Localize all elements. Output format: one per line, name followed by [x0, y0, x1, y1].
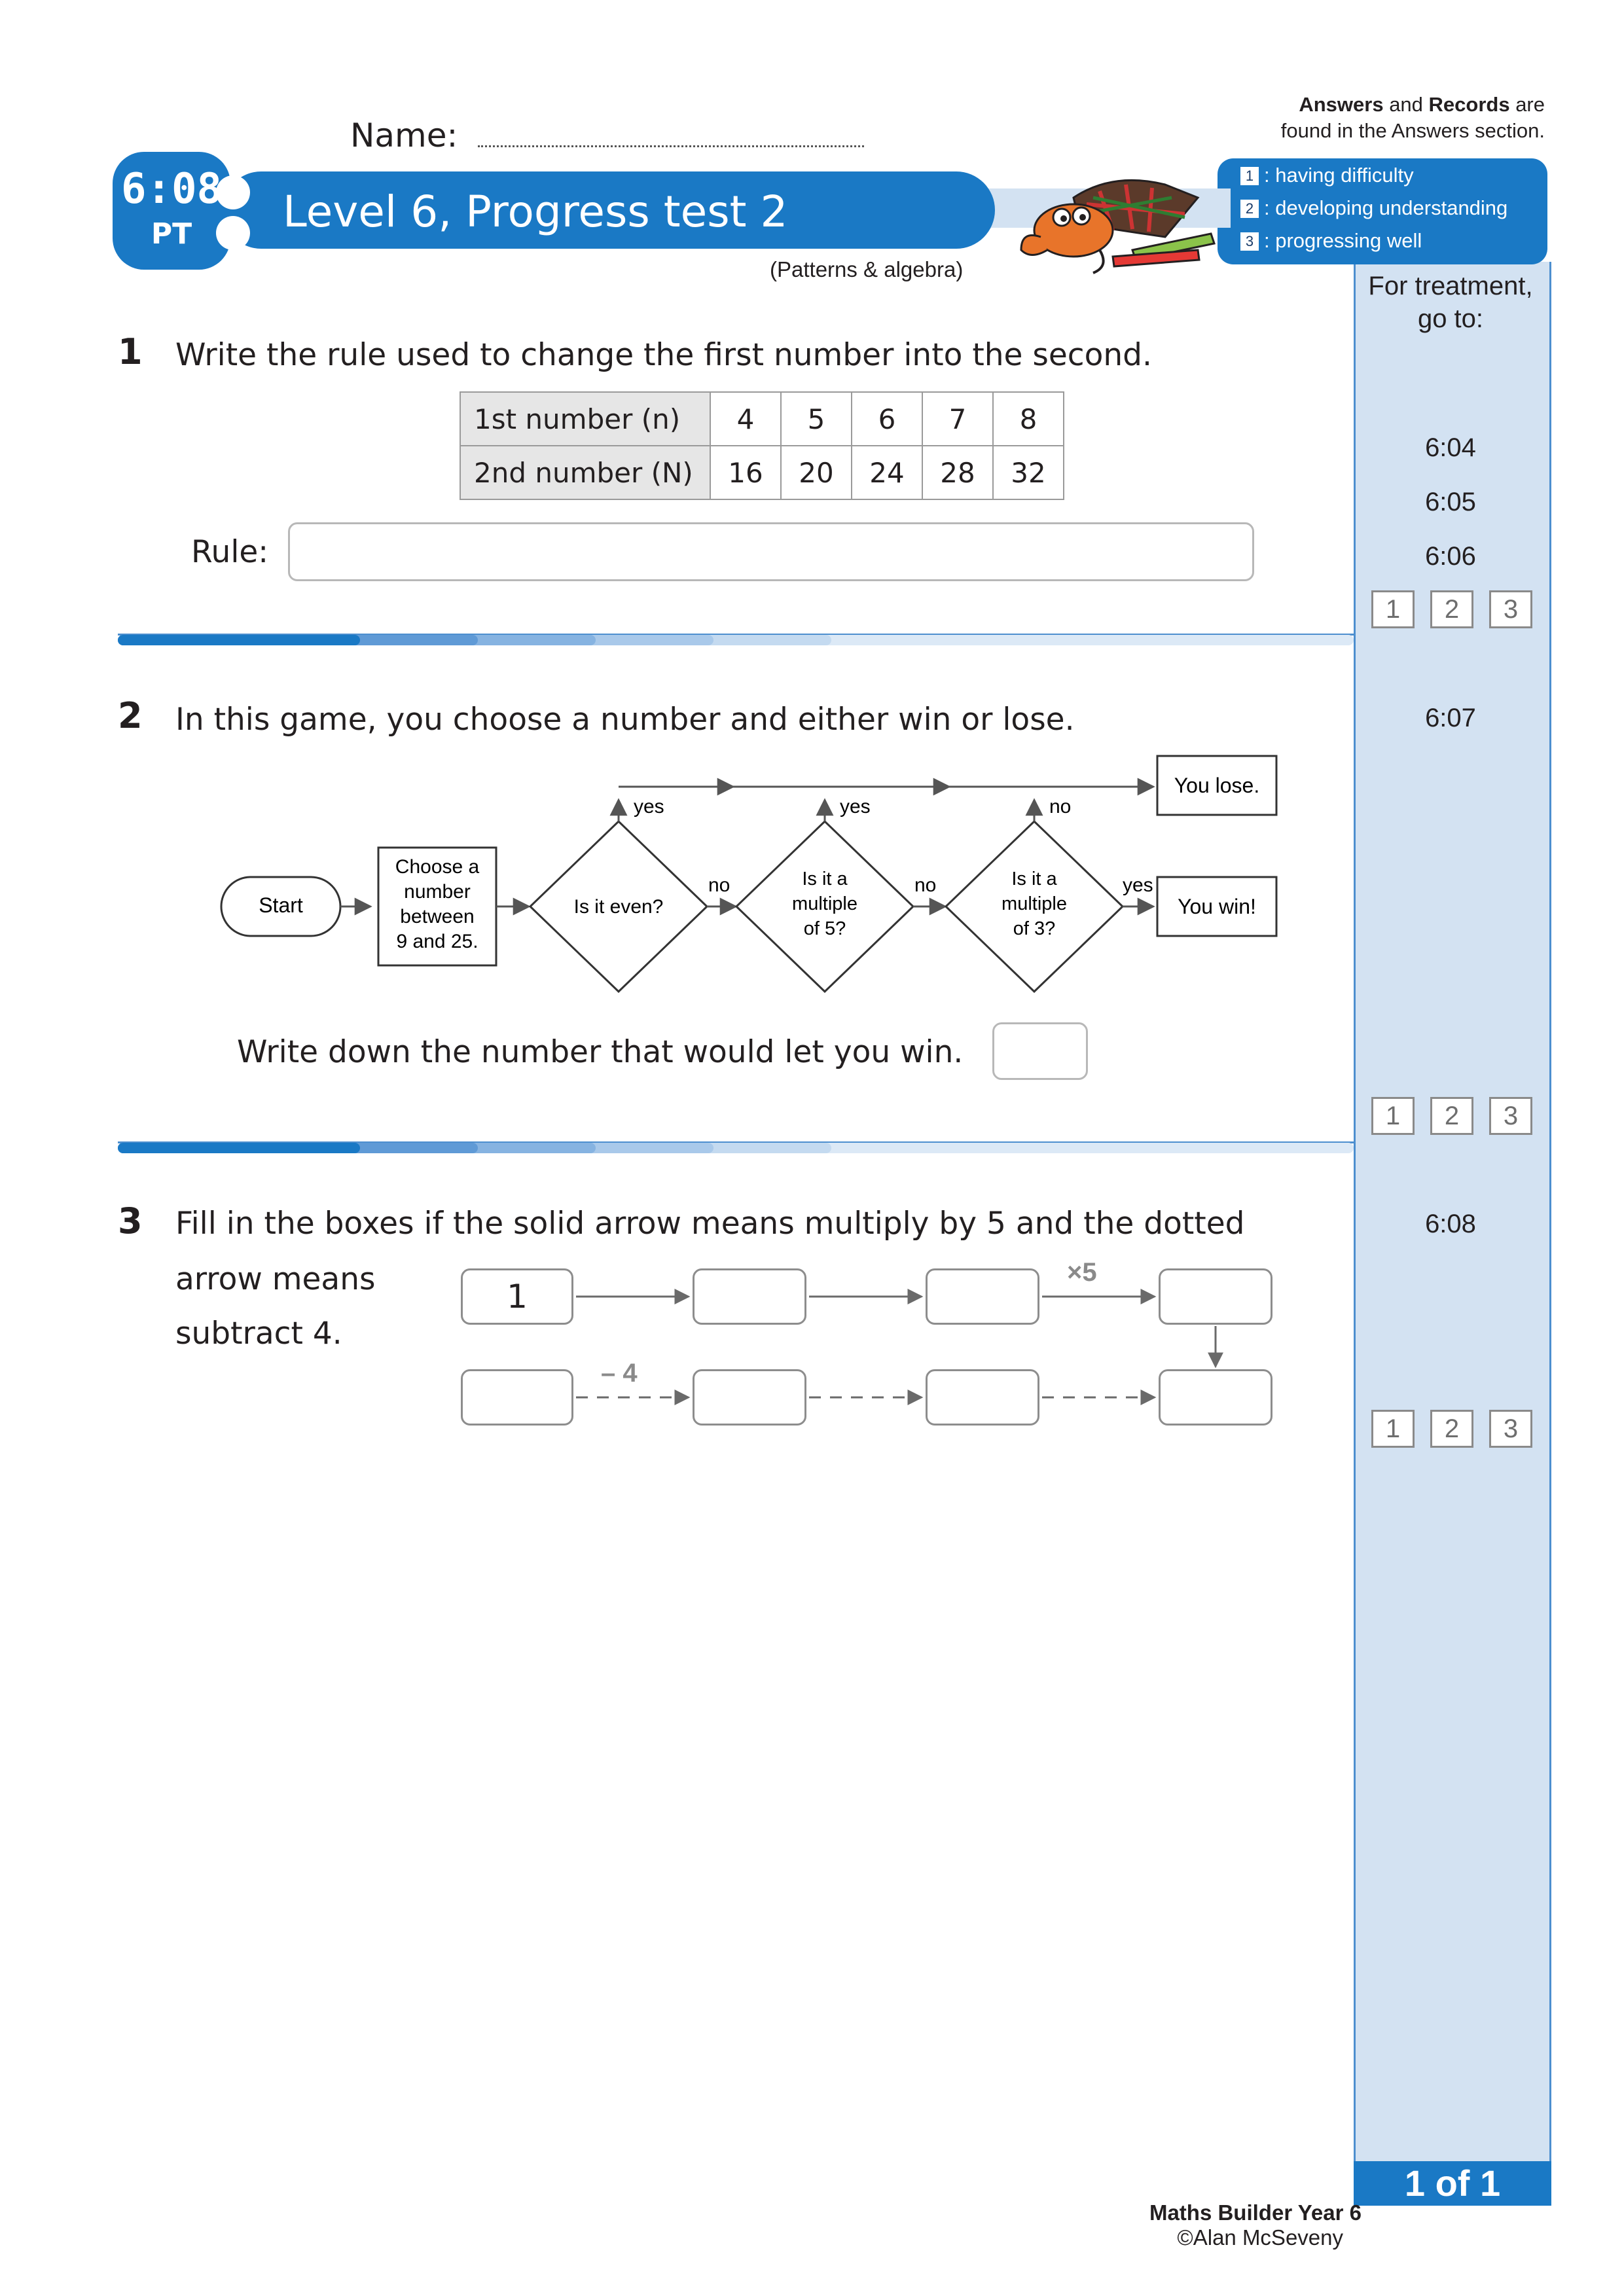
flow-mult5-line1: Is it a	[802, 869, 848, 889]
table-cell: 20	[781, 446, 852, 499]
q1-text: Write the rule used to change the first number into the second.	[175, 337, 1152, 373]
records-word: Records	[1428, 93, 1510, 116]
flow-choose-line1: Choose a	[395, 856, 480, 878]
minus-four-label: – 4	[601, 1359, 638, 1388]
legend-item-1	[1240, 164, 1414, 187]
flow-choose-line2: number	[404, 881, 471, 903]
q1-rating-1[interactable]: 1	[1371, 590, 1415, 628]
q3-rating-2[interactable]: 2	[1430, 1410, 1473, 1448]
page-number: 1 of 1	[1354, 2161, 1551, 2206]
flow-choose-line3: between	[400, 906, 475, 927]
book-title: Maths Builder Year 6	[1149, 2200, 1362, 2225]
name-line[interactable]	[478, 145, 864, 147]
code-label: 6:08	[120, 165, 223, 213]
legend-item-2	[1240, 196, 1507, 220]
flow-lose-label: You lose.	[1174, 774, 1260, 797]
flow-no-3: no	[1049, 796, 1072, 817]
table-cell: 16	[710, 446, 781, 499]
q2-prompt: Write down the number that would let you win.	[237, 1034, 964, 1070]
q1-rating-3[interactable]: 3	[1489, 590, 1532, 628]
flow-win-label: You win!	[1178, 895, 1256, 918]
sequence-box-1: 1	[461, 1268, 573, 1325]
table-header: 2nd number (N)	[460, 446, 710, 499]
q2-rating-2[interactable]: 2	[1430, 1097, 1473, 1135]
q1-number-table	[460, 391, 1064, 500]
page-title: Level 6, Progress test 2	[283, 187, 788, 237]
q3-text-line1: Fill in the boxes if the solid arrow means multiply by 5 and the dotted	[175, 1206, 1245, 1242]
table-cell: 24	[852, 446, 922, 499]
and-word: and	[1383, 93, 1429, 116]
q3-number: 3	[118, 1200, 143, 1242]
table-row	[460, 446, 1064, 499]
flow-mult5-line2: multiple	[792, 893, 857, 914]
legend-text: : progressing well	[1264, 229, 1422, 252]
flow-yes-2: yes	[840, 796, 871, 817]
q3-arrows	[458, 1257, 1283, 1440]
legend-text: : developing understanding	[1264, 196, 1508, 219]
legend-num: 1	[1240, 167, 1259, 185]
flow-mult3-line2: multiple	[1001, 893, 1067, 914]
flow-mult3-line1: Is it a	[1011, 869, 1057, 889]
q3-text-line3: subtract 4.	[175, 1316, 342, 1352]
table-cell: 7	[922, 392, 993, 446]
legend-num: 3	[1240, 232, 1259, 251]
legend-item-3	[1240, 229, 1422, 253]
table-cell: 4	[710, 392, 781, 446]
flow-no-2: no	[914, 874, 937, 896]
q3-ref[interactable]: 6:08	[1425, 1210, 1476, 1238]
answers-word: Answers	[1299, 93, 1384, 116]
name-label: Name:	[350, 117, 458, 154]
flow-mult3-line3: of 3?	[1013, 918, 1056, 939]
copyright: ©Alan McSeveny	[1177, 2225, 1343, 2250]
answers-note	[1191, 92, 1545, 144]
q3-rating-1[interactable]: 1	[1371, 1410, 1415, 1448]
section-divider	[118, 632, 1354, 647]
table-cell: 32	[993, 446, 1064, 499]
q2-text: In this game, you choose a number and either win or lose.	[175, 702, 1075, 738]
table-cell: 28	[922, 446, 993, 499]
answers-note-line2: found in the Answers section.	[1280, 119, 1545, 142]
q3-rating-3[interactable]: 3	[1489, 1410, 1532, 1448]
q2-rating-1[interactable]: 1	[1371, 1097, 1415, 1135]
times-five-label: ×5	[1067, 1258, 1097, 1287]
table-row	[460, 392, 1064, 446]
treatment-line1: For treatment,	[1368, 272, 1533, 300]
q2-rating-3[interactable]: 3	[1489, 1097, 1532, 1135]
legend-num: 2	[1240, 200, 1259, 218]
table-cell: 5	[781, 392, 852, 446]
rule-answer-box[interactable]	[288, 522, 1254, 581]
are-word: are	[1509, 93, 1545, 116]
treatment-line2: go to:	[1417, 304, 1484, 333]
q1-rating-2[interactable]: 2	[1430, 590, 1473, 628]
q1-ref-1[interactable]: 6:04	[1425, 433, 1476, 462]
q2-answer-box[interactable]	[992, 1022, 1088, 1080]
q2-number: 2	[118, 695, 143, 736]
table-cell: 6	[852, 392, 922, 446]
flow-yes-3: yes	[1123, 874, 1153, 896]
q3-text-line2: arrow means	[175, 1261, 376, 1297]
legend-text: : having difficulty	[1264, 164, 1414, 187]
flow-no-1: no	[708, 874, 731, 896]
flow-mult5-line3: of 5?	[803, 918, 846, 939]
flow-start-label: Start	[259, 893, 303, 917]
q1-ref-3[interactable]: 6:06	[1425, 542, 1476, 571]
section-divider	[118, 1140, 1354, 1155]
q2-flowchart	[209, 740, 1296, 1001]
code-sub: PT	[151, 217, 192, 251]
q1-number: 1	[118, 331, 143, 372]
treatment-heading	[1354, 270, 1547, 335]
rule-label: Rule:	[191, 534, 269, 570]
flow-yes-1: yes	[634, 796, 664, 817]
q2-ref[interactable]: 6:07	[1425, 704, 1476, 732]
table-cell: 8	[993, 392, 1064, 446]
table-header: 1st number (n)	[460, 392, 710, 446]
q1-ref-2[interactable]: 6:05	[1425, 488, 1476, 516]
flow-choose-line4: 9 and 25.	[396, 931, 478, 952]
crab-mascot-illustration	[1001, 152, 1218, 283]
flow-even-label: Is it even?	[573, 896, 664, 918]
page-subtitle: (Patterns & algebra)	[770, 257, 964, 281]
